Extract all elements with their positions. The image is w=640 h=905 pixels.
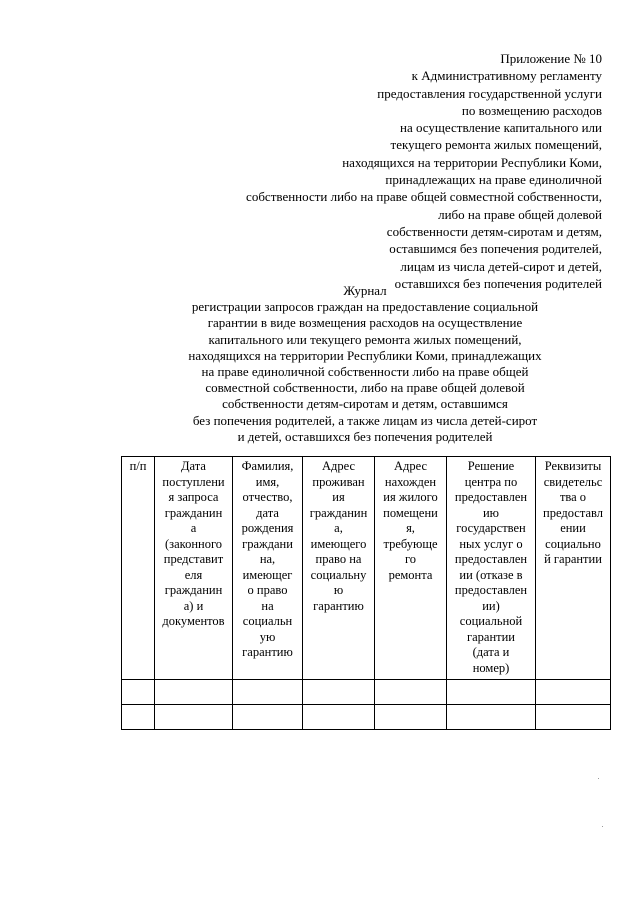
appendix-line: находящихся на территории Республики Коми, — [342, 154, 602, 170]
table-cell — [155, 705, 233, 730]
journal-title — [155, 283, 575, 445]
table-cell — [536, 680, 611, 705]
header-cell-certificate: Реквизиты свидетельс тва о предоставл ении социально й гарантии — [536, 457, 611, 680]
appendix-line: собственности либо на праве общей совместной собственности, — [246, 189, 602, 205]
header-cell-name: Фамилия, имя, отчество, дата рождения граждани на, имеющег о право на социальн ую гарантию — [233, 457, 303, 680]
appendix-line: принадлежащих на праве единоличной — [385, 172, 602, 188]
table-cell — [375, 705, 447, 730]
appendix-line: собственности детям-сиротам и детям, — [386, 223, 602, 239]
journal-title-line: без попечения родителей, а также лицам из числа детей-сирот — [192, 412, 538, 428]
appendix-line: к Административному регламенту — [411, 68, 602, 84]
table-cell — [303, 680, 375, 705]
appendix-line: лицам из числа детей-сирот и детей, — [400, 258, 602, 274]
table-cell — [122, 680, 155, 705]
appendix-line: текущего ремонта жилых помещений, — [390, 137, 602, 153]
journal-title-line: гарантии в виде возмещения расходов на осуществление — [207, 315, 523, 331]
table-cell — [536, 705, 611, 730]
table-cell — [447, 680, 536, 705]
header-cell-residence-address: Адрес проживан ия гражданин а, имеющего право на социальну ю гарантию — [303, 457, 375, 680]
scan-speck — [602, 826, 603, 827]
appendix-line: по возмещению расходов — [461, 102, 602, 118]
header-cell-date: Дата поступлени я запроса гражданин а (законного представит еля гражданин а) и документов — [155, 457, 233, 680]
table-cell — [375, 680, 447, 705]
appendix-line: оставшимся без попечения родителей, — [389, 241, 602, 257]
journal-title-line: на праве единоличной собственности либо на праве общей — [201, 364, 529, 380]
table-cell — [122, 705, 155, 730]
journal-heading: Журнал — [343, 283, 387, 298]
journal-table — [121, 456, 611, 730]
appendix-line: Приложение № 10 — [500, 51, 602, 66]
table-cell — [233, 705, 303, 730]
appendix-line: либо на праве общей долевой — [438, 206, 602, 222]
journal-title-line: собственности детям-сиротам и детям, оставшимся — [222, 396, 508, 412]
table-row — [122, 680, 611, 705]
appendix-header — [142, 50, 602, 292]
appendix-line: на осуществление капитального или — [399, 120, 602, 136]
journal-title-line: регистрации запросов граждан на предоставление социальной — [191, 299, 539, 315]
journal-title-line: капитального или текущего ремонта жилых помещений, — [208, 331, 522, 347]
table-cell — [303, 705, 375, 730]
header-cell-number: п/п — [122, 457, 155, 680]
appendix-line: оставшихся без попечения родителей — [394, 275, 602, 291]
table-cell — [447, 705, 536, 730]
header-cell-decision: Решение центра по предоставлен ию государствен ных услуг о предоставлен ии (отказе в предоставлен ии) социальной гарантии (дата и номер) — [447, 457, 536, 680]
journal-title-line: и детей, оставшихся без попечения родителей — [237, 428, 493, 444]
scan-speck — [598, 778, 599, 779]
table-cell — [233, 680, 303, 705]
appendix-line: предоставления государственной услуги — [377, 85, 602, 101]
table-cell — [155, 680, 233, 705]
header-cell-property-address: Адрес нахожден ия жилого помещени я, требующе го ремонта — [375, 457, 447, 680]
journal-title-line: находящихся на территории Республики Коми, принадлежащих — [188, 347, 542, 363]
table-row — [122, 705, 611, 730]
journal-title-line: совместной собственности, либо на праве общей долевой — [205, 380, 525, 396]
table-header-row — [122, 457, 611, 680]
